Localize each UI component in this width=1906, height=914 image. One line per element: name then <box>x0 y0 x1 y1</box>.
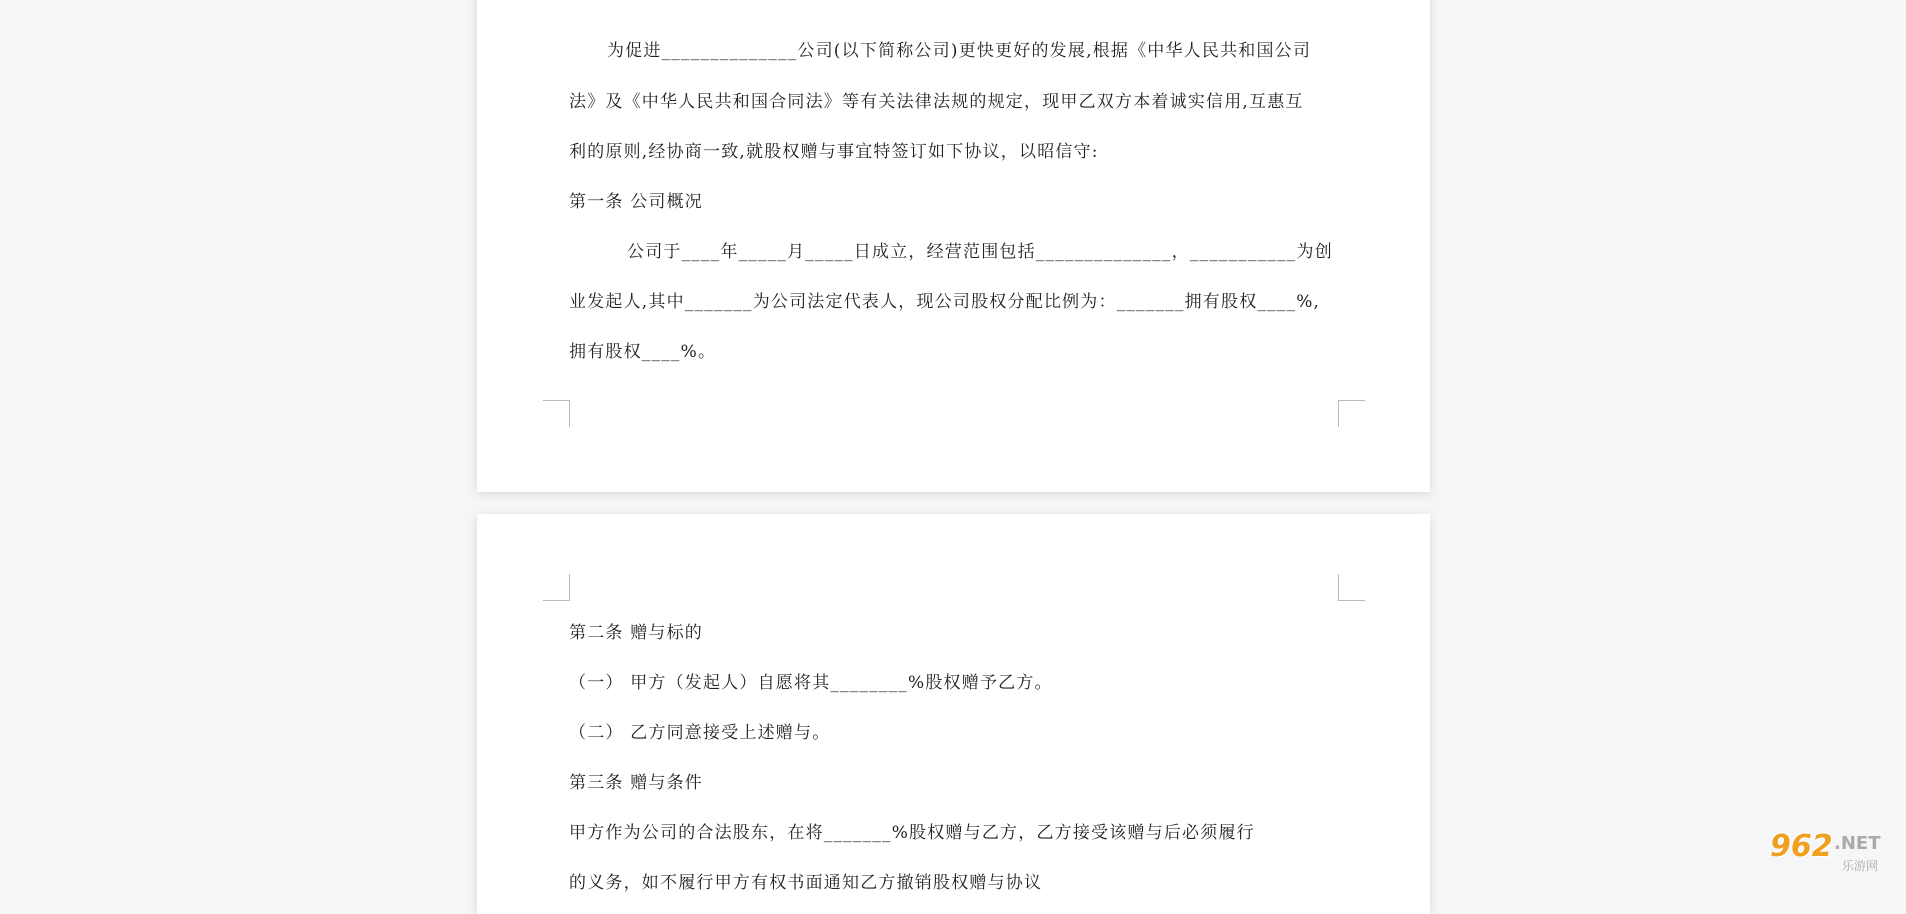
document-page-2 <box>477 514 1430 914</box>
site-watermark <box>1766 829 1900 875</box>
watermark-suffix: .NET <box>1834 833 1881 854</box>
paragraph-line: 业发起人,其中_______为公司法定代表人，现公司股权分配比例为：_______拥有股权____%, <box>569 292 1321 312</box>
margin-corner-mark <box>543 400 570 427</box>
document-page-1 <box>477 0 1430 492</box>
margin-corner-mark <box>1338 574 1365 601</box>
paragraph-line: （二） 乙方同意接受上述赠与。 <box>569 723 831 743</box>
paragraph-line: 的义务，如不履行甲方有权书面通知乙方撤销股权赠与协议 <box>569 873 1043 893</box>
paragraph-line: （一） 甲方（发起人）自愿将其________%股权赠予乙方。 <box>569 673 1053 693</box>
margin-corner-mark <box>543 574 570 601</box>
watermark-number: 962 <box>1770 829 1833 864</box>
paragraph-line: 甲方作为公司的合法股东，在将_______%股权赠与乙方，乙方接受该赠与后必须履行 <box>569 823 1255 843</box>
paragraph-line: 法》及《中华人民共和国合同法》等有关法律法规的规定，现甲乙双方本着诚实信用,互惠互 <box>569 92 1304 112</box>
section-heading-3: 第三条 赠与条件 <box>569 773 704 793</box>
paragraph-line: 拥有股权____%。 <box>569 342 717 362</box>
section-heading-1: 第一条 公司概况 <box>569 192 704 212</box>
section-heading-2: 第二条 赠与标的 <box>569 623 704 643</box>
watermark-subtext: 乐游网 <box>1842 859 1879 873</box>
margin-corner-mark <box>1338 400 1365 427</box>
paragraph-line: 公司于____年_____月_____日成立，经营范围包括______________，___________为创 <box>627 242 1333 262</box>
paragraph-line: 利的原则,经协商一致,就股权赠与事宜特签订如下协议，以昭信守: <box>569 142 1099 162</box>
paragraph-line: 为促进______________公司(以下简称公司)更快更好的发展,根据《中华人民共和国公司 <box>607 41 1312 61</box>
